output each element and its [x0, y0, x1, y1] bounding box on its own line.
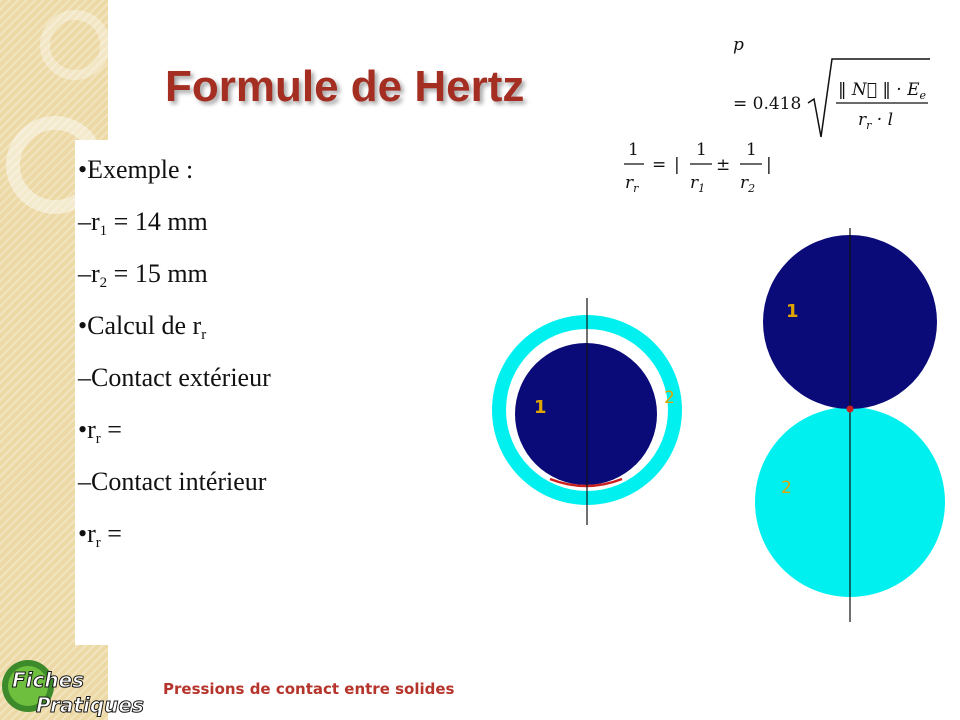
bullet-text: Exemple : [87, 155, 194, 184]
r1-denominator: $r_1$ [690, 173, 706, 195]
svg-text:Pratiques: Pratiques [36, 693, 144, 717]
formula-coefficient: = 0.418 [733, 94, 802, 114]
formula-denominator: $r_r \cdot l$ [858, 110, 894, 132]
contact-diagrams [470, 220, 960, 640]
external-contact-diagram [755, 228, 945, 622]
bullet-subscript: r [95, 431, 101, 447]
bullet-marker: – [78, 207, 91, 236]
fiches-pratiques-logo [0, 650, 160, 720]
formula-p: p [733, 35, 744, 55]
bullet-text: Calcul de r [87, 311, 202, 340]
r1-numerator: 1 [696, 140, 707, 160]
bullet-text: Contact intérieur [91, 467, 267, 496]
bullet-line [78, 356, 408, 408]
bullet-subscript: r [201, 327, 207, 343]
slide-title: Formule de Hertz [165, 62, 525, 111]
bullet-marker: – [78, 363, 91, 392]
bullet-line [78, 200, 408, 252]
contact-point [847, 406, 854, 413]
r2-denominator: $r_2$ [740, 173, 756, 195]
rr-numerator: 1 [628, 140, 639, 160]
internal-label-1: 1 [534, 397, 547, 418]
bullet-subscript: r [95, 535, 101, 551]
bullet-marker: • [78, 155, 88, 184]
equals-sign: = [652, 155, 667, 175]
bullet-line [78, 512, 408, 564]
bullet-list [78, 148, 408, 564]
bullet-line [78, 460, 408, 512]
bullet-line [78, 148, 408, 200]
bullet-text: Contact extérieur [91, 363, 271, 392]
bullet-line [78, 408, 408, 460]
bullet-value: = 14 mm [107, 207, 208, 236]
hertz-formula [600, 25, 950, 215]
bullet-text: r [87, 519, 96, 548]
svg-text:Fiches: Fiches [12, 668, 85, 692]
bullet-line [78, 252, 408, 304]
external-label-1: 1 [786, 301, 799, 322]
bullet-text: r [91, 207, 100, 236]
bullet-text: r [87, 415, 96, 444]
footer-subtitle: Pressions de contact entre solides [163, 680, 455, 698]
abs-bar-left: | [674, 155, 680, 175]
internal-label-2: 2 [664, 388, 675, 408]
bullet-marker: – [78, 467, 91, 496]
bullet-marker: • [78, 311, 88, 340]
r2-numerator: 1 [746, 140, 757, 160]
bullet-marker: • [78, 519, 88, 548]
bullet-marker: • [78, 415, 88, 444]
external-label-2: 2 [781, 478, 792, 498]
bullet-value: = [100, 415, 122, 444]
bullet-value: = [100, 519, 122, 548]
bullet-line [78, 304, 408, 356]
bullet-subscript: 1 [99, 223, 108, 239]
bullet-value: = 15 mm [107, 259, 208, 288]
bullet-marker: – [78, 259, 91, 288]
internal-contact-diagram [492, 298, 682, 525]
bullet-text: r [91, 259, 100, 288]
bullet-subscript: 2 [99, 275, 108, 291]
rr-denominator: $r_r$ [625, 173, 639, 195]
abs-bar-right: | [766, 155, 772, 175]
plus-minus: ± [716, 155, 731, 175]
formula-numerator: ‖ N⃗ ‖ · $E_e$ [838, 80, 927, 102]
